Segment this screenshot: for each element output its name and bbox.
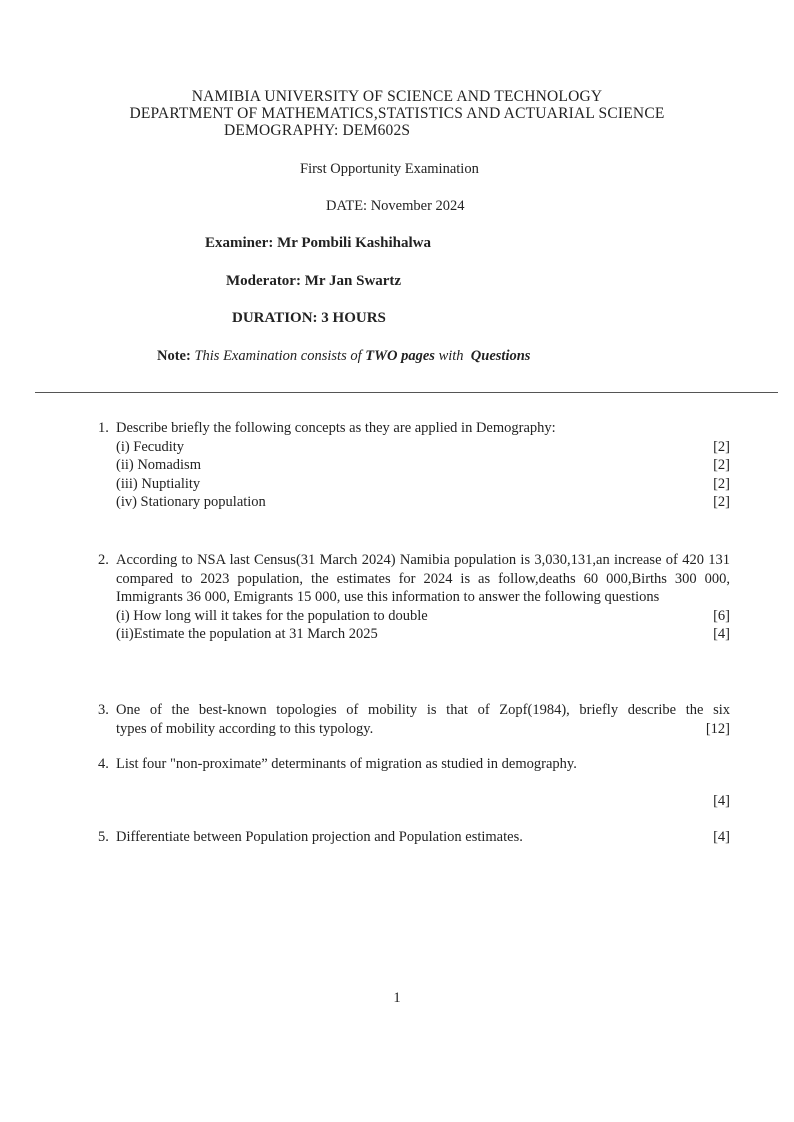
question-number: 4.	[98, 756, 109, 772]
question-text: Differentiate between Population projection and Population estimates.	[116, 829, 523, 845]
marks: [2]	[713, 494, 730, 511]
note-questions: Questions	[470, 348, 531, 364]
examiner: Examiner: Mr Pombili Kashihalwa	[205, 235, 431, 251]
marks: [6]	[713, 607, 730, 624]
question-4	[98, 755, 730, 810]
marks: [4]	[713, 829, 730, 845]
question-text: Describe briefly the following concepts as they are applied in Demography:	[116, 420, 556, 436]
note-with: with	[438, 348, 464, 364]
marks: [2]	[713, 475, 730, 492]
note-label: Note:	[157, 348, 191, 364]
question-number: 1.	[98, 420, 109, 436]
question-5	[98, 828, 730, 847]
question-number: 3.	[98, 702, 109, 718]
course-title: DEMOGRAPHY: DEM602S	[224, 122, 411, 139]
university-name: NAMIBIA UNIVERSITY OF SCIENCE AND TECHNOLOGY	[191, 88, 603, 105]
sub-question-text: (i) Fecudity	[116, 438, 185, 455]
exam-type: First Opportunity Examination	[300, 161, 479, 177]
question-text: List four "non-proximate” determinants of migration as studied in demography.	[116, 756, 577, 772]
marks: [12]	[705, 720, 730, 737]
page-number: 1	[393, 990, 401, 1006]
sub-question	[116, 475, 730, 494]
note-text: This Examination consists of	[194, 348, 362, 364]
question-1	[98, 419, 730, 512]
marks: [2]	[713, 438, 730, 455]
question-number: 2.	[98, 552, 109, 568]
sub-question	[116, 493, 730, 512]
sub-question	[116, 607, 730, 626]
sub-question-text: (iv) Stationary population	[116, 494, 266, 511]
sub-question	[116, 456, 730, 475]
duration: DURATION: 3 HOURS	[232, 310, 386, 326]
note-two-pages: TWO pages	[365, 348, 435, 364]
exam-date: DATE: November 2024	[326, 198, 465, 214]
marks: [2]	[713, 457, 730, 474]
sub-question-text: (ii) Nomadism	[116, 457, 201, 474]
question-text: One of the best-known topologies of mobility is that of Zopf(1984), briefly describe the six	[116, 702, 730, 718]
question-2	[98, 551, 730, 644]
sub-question-text: (ii)Estimate the population at 31 March 2025	[116, 626, 378, 643]
sub-question-text: (i) How long will it takes for the population to double	[116, 607, 428, 624]
divider	[35, 392, 778, 393]
department-name: DEPARTMENT OF MATHEMATICS,STATISTICS AND ACTUARIAL SCIENCE	[129, 105, 665, 122]
question-text: According to NSA last Census(31 March 2024) Namibia population is 3,030,131,an increase of 420 131 compared to 2023 population, the estimates for 2024 is as follow,deaths 60 000,Births 300 000, Immigrants 36 000, Emigrants 15 000, use this information to answer the following questions	[116, 552, 730, 606]
sub-question	[116, 438, 730, 457]
marks: [4]	[713, 792, 730, 809]
marks: [4]	[713, 626, 730, 643]
question-3	[98, 701, 730, 738]
sub-question-text: (iii) Nuptiality	[116, 475, 201, 492]
sub-question	[116, 625, 730, 644]
exam-note	[157, 348, 530, 365]
question-text-cont: types of mobility according to this typology.	[116, 720, 374, 737]
moderator: Moderator: Mr Jan Swartz	[226, 273, 402, 289]
question-number: 5.	[98, 829, 109, 845]
